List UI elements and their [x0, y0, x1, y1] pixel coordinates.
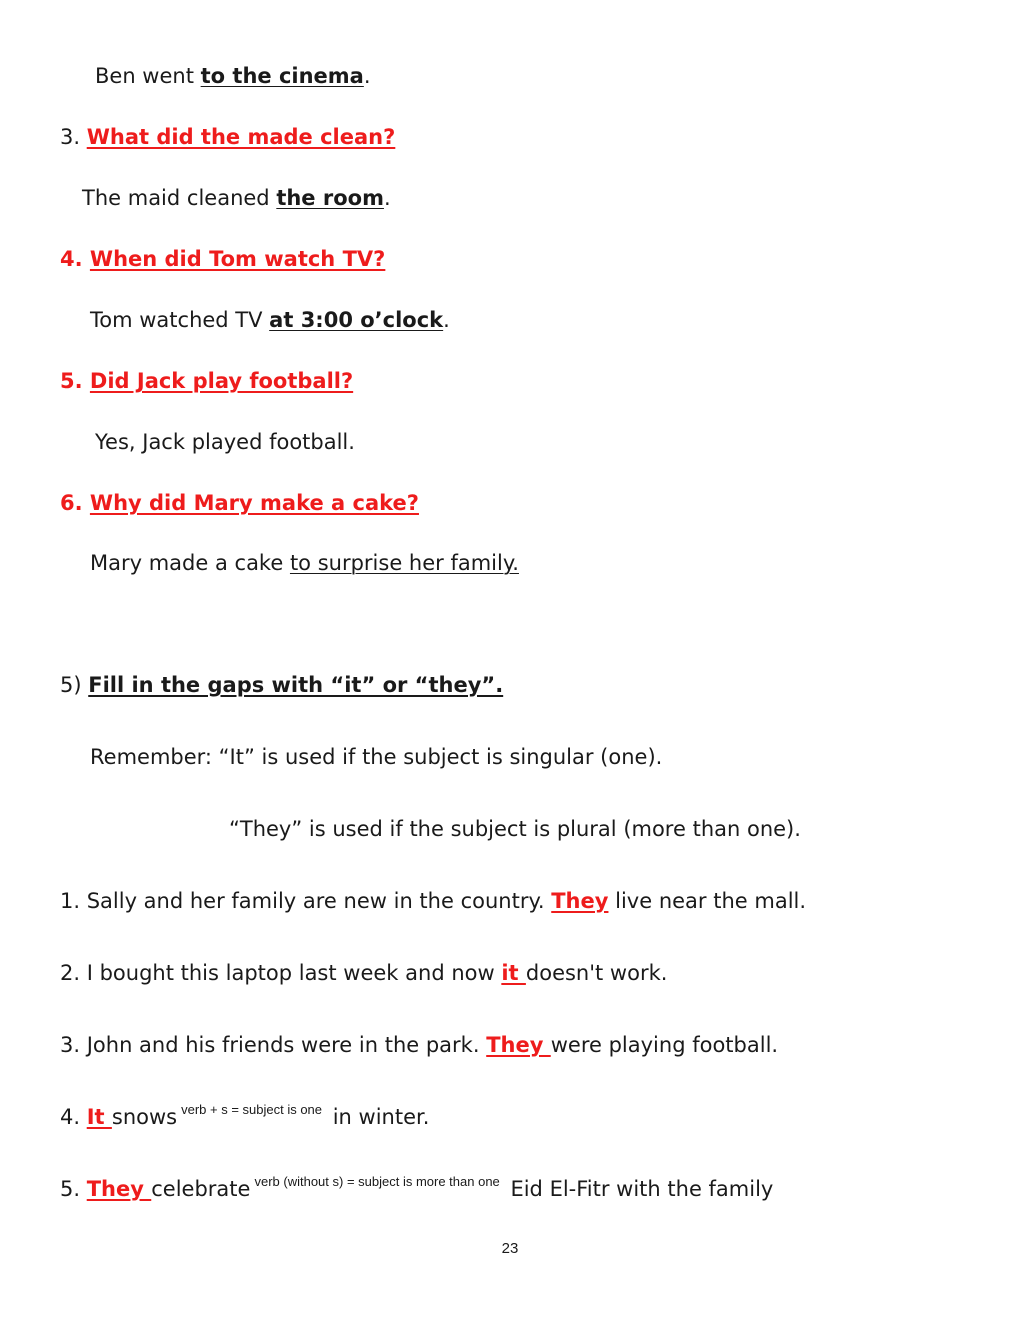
gap-answer: They: [551, 889, 609, 913]
exercise-item-5: 5. They celebrate $^{verb (without s) = subject is more than one}$ Eid El-Fitr with the family: [60, 1174, 774, 1201]
exercise-item-2: 2. I bought this laptop last week and now it doesn't work.: [60, 961, 668, 985]
answer-3-key: the room: [276, 186, 384, 210]
answer-4-key: at 3:00 o’clock: [269, 308, 444, 332]
answer-2: Ben went to the cinema.: [95, 64, 371, 88]
gap-answer: They: [86, 1177, 152, 1201]
exercise-item-4: 4. It snows $^{verb + s = subject is one}$ in winter.: [60, 1102, 430, 1129]
question-5-text: Did Jack play football?: [89, 369, 354, 393]
gap-answer: It: [86, 1105, 112, 1129]
answer-5: Yes, Jack played football.: [95, 430, 355, 454]
question-4-text: When did Tom watch TV?: [89, 247, 386, 271]
question-3: 3. What did the made clean?: [60, 125, 396, 149]
question-3-text: What did the made clean?: [86, 125, 396, 149]
gap-answer: it: [501, 961, 526, 985]
exercise-item-1: 1. Sally and her family are new in the country. They live near the mall.: [60, 889, 807, 913]
remember-note-2: “They” is used if the subject is plural (more than one).: [229, 817, 801, 841]
answer-4: Tom watched TV at 3:00 o’clock.: [90, 308, 450, 332]
section-5-heading: 5) Fill in the gaps with “it” or “they”.: [60, 673, 504, 697]
section-5-title: Fill in the gaps with “it” or “they”.: [88, 673, 504, 697]
grammar-note: verb + s = subject is one: [181, 1102, 323, 1117]
question-6-text: Why did Mary make a cake?: [89, 491, 419, 515]
answer-3: The maid cleaned the room.: [82, 186, 391, 210]
answer-6-key: to surprise her family.: [289, 551, 519, 575]
remember-note-1: Remember: “It” is used if the subject is singular (one).: [90, 745, 663, 769]
grammar-note: verb (without s) = subject is more than one: [254, 1174, 500, 1189]
gap-answer: They: [486, 1033, 551, 1057]
exercise-item-3: 3. John and his friends were in the park. They were playing football.: [60, 1033, 779, 1057]
question-4: 4. When did Tom watch TV?: [60, 247, 386, 271]
answer-6: Mary made a cake to surprise her family.: [90, 551, 519, 575]
answer-2-key: to the cinema: [200, 64, 364, 88]
question-5: 5. Did Jack play football?: [60, 369, 354, 393]
question-6: 6. Why did Mary make a cake?: [60, 491, 419, 515]
page-number: 23: [501, 1240, 519, 1257]
